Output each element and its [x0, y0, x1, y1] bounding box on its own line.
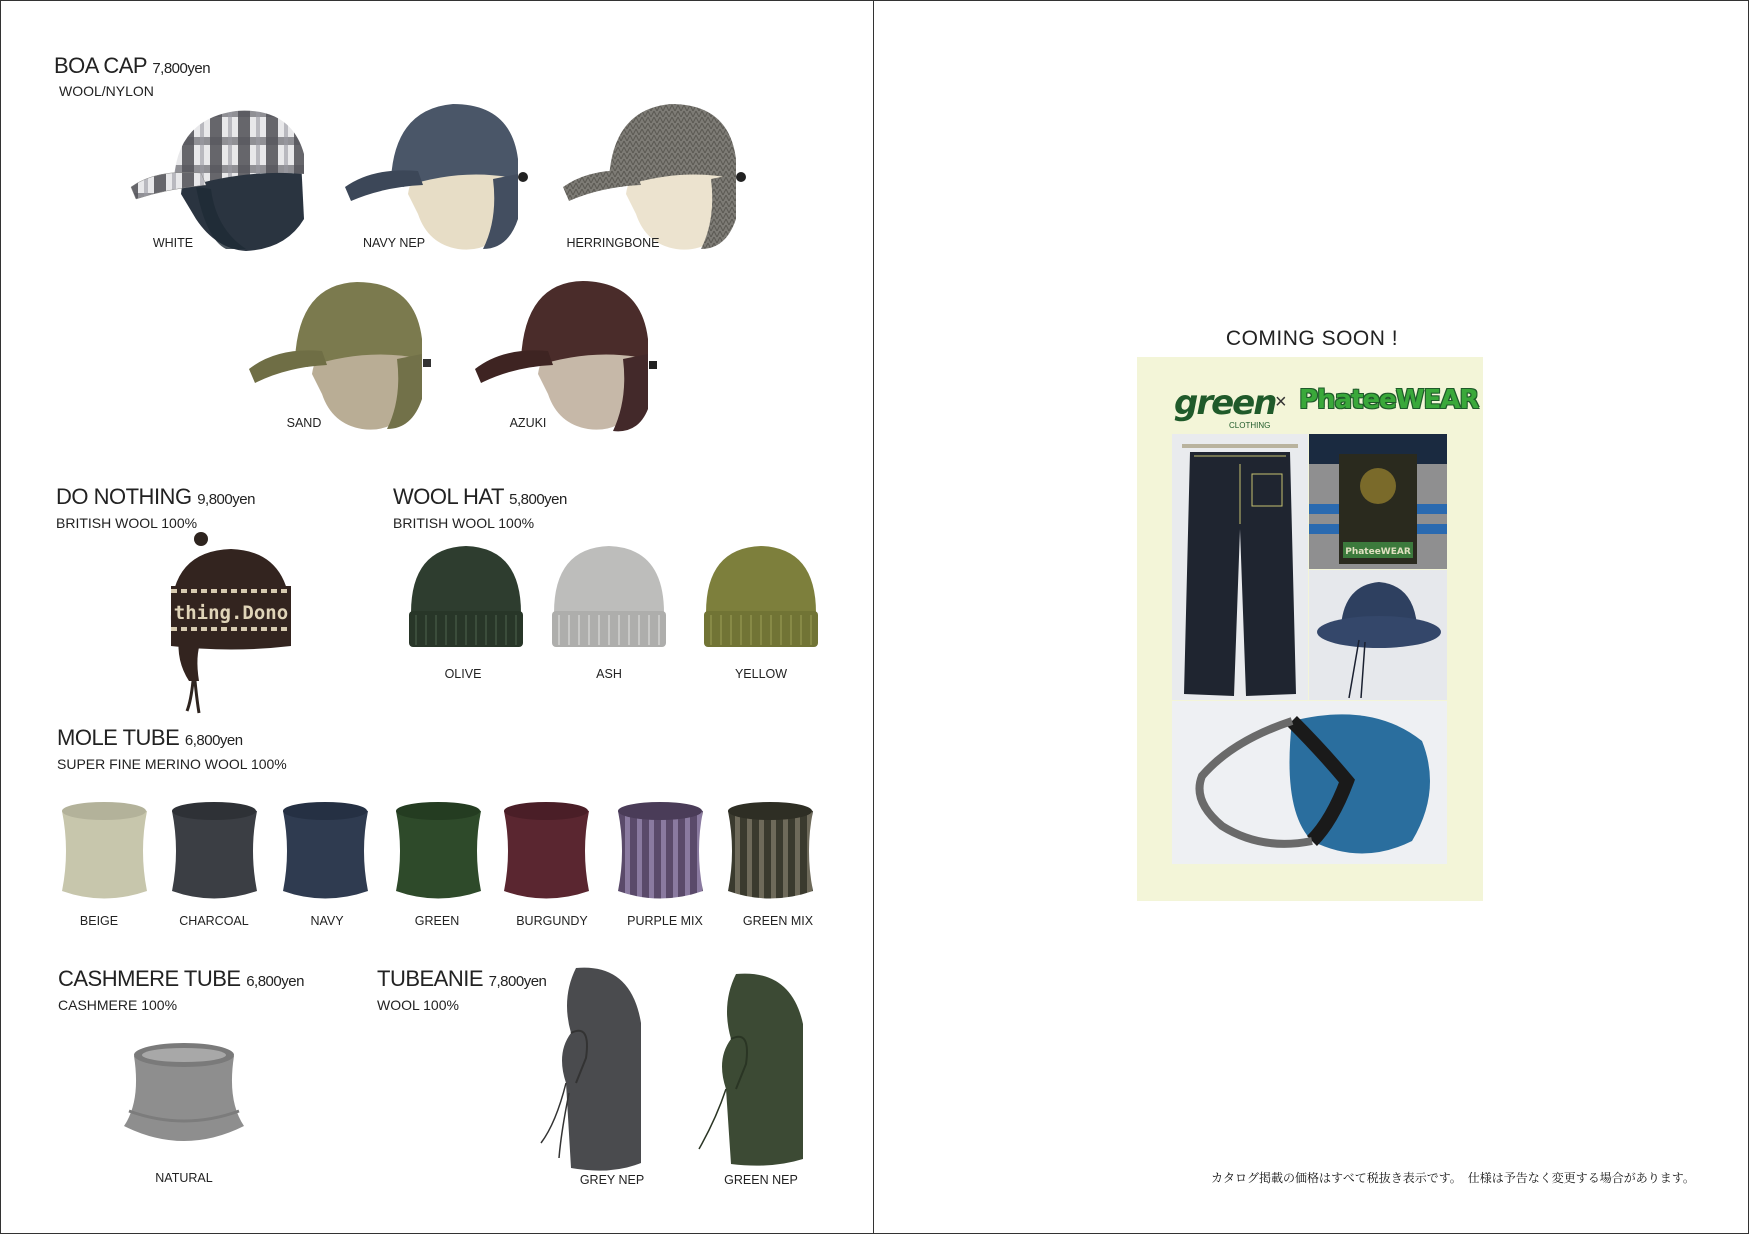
boa-cap-sand-image — [247, 279, 437, 437]
green-clothing-logo — [1174, 383, 1276, 430]
wool-hat-color-label: ASH — [596, 667, 622, 681]
do-nothing-hat-image — [161, 531, 301, 721]
wool-hat-olive-image — [406, 543, 526, 651]
knit-text: thing.Dono — [173, 602, 289, 624]
cashmere-tube-material: CASHMERE 100% — [58, 997, 178, 1013]
tubeanie-name: TUBEANIE — [377, 966, 484, 991]
boa-cap-color-label: WHITE — [152, 236, 194, 250]
tubeanie-color-label: GREEN NEP — [724, 1173, 798, 1187]
mole-tube-charcoal-image — [167, 796, 262, 901]
boa-cap-name: BOA CAP — [54, 53, 147, 78]
collab-label-photo — [1309, 434, 1447, 569]
mole-tube-green-mix-image — [723, 796, 818, 901]
do-nothing-price: 9,800yen — [197, 491, 255, 508]
mole-tube-color-label: BURGUNDY — [516, 914, 588, 928]
label-text: PhateeWEAR — [1345, 547, 1411, 557]
mole-tube-beige-image — [57, 796, 152, 901]
mole-tube-color-label: PURPLE MIX — [627, 914, 703, 928]
collab-x-mark: × — [1275, 391, 1287, 413]
wool-hat-color-label: OLIVE — [444, 667, 482, 681]
boa-cap-color-label: SAND — [286, 416, 322, 430]
green-logo-subtext: CLOTHING — [1229, 421, 1271, 430]
tubeanie-price: 7,800yen — [488, 973, 547, 990]
mole-tube-color-label: CHARCOAL — [179, 914, 249, 928]
coming-soon-heading: COMING SOON ! — [1225, 327, 1399, 350]
boa-cap-heading — [54, 53, 210, 79]
catalog-right-page — [873, 0, 1749, 1234]
wool-hat-material: BRITISH WOOL 100% — [393, 515, 535, 531]
mole-tube-price: 6,800yen — [184, 732, 243, 749]
tubeanie-grey-nep-image — [531, 963, 651, 1183]
wool-hat-price: 5,800yen — [509, 491, 567, 508]
boa-cap-herringbone-image — [561, 99, 751, 257]
boa-cap-color-label: AZUKI — [509, 416, 547, 430]
boa-cap-color-label: NAVY NEP — [362, 236, 426, 250]
boa-cap-navy-nep-image — [343, 99, 533, 257]
collab-jeans-photo — [1172, 434, 1308, 700]
tubeanie-material: WOOL 100% — [377, 997, 459, 1013]
boa-cap-color-label: HERRINGBONE — [566, 236, 660, 250]
tubeanie-heading — [377, 966, 546, 992]
mole-tube-color-label: GREEN — [414, 914, 460, 928]
boa-cap-azuki-image — [473, 279, 663, 437]
wool-hat-heading — [393, 484, 567, 510]
wool-hat-color-label: YELLOW — [734, 667, 788, 681]
boa-cap-price: 7,800yen — [152, 60, 211, 77]
boa-cap-material: WOOL/NYLON — [59, 83, 154, 99]
tubeanie-green-nep-image — [691, 969, 811, 1179]
wool-hat-yellow-image — [701, 543, 821, 651]
mole-tube-heading — [57, 725, 243, 751]
green-logo-text: green — [1174, 383, 1276, 423]
price-disclaimer-note: カタログ掲載の価格はすべて税抜き表示です。 仕様は予告なく変更する場合があります。 — [1211, 1171, 1695, 1185]
mole-tube-burgundy-image — [499, 796, 594, 901]
wool-hat-ash-image — [549, 543, 669, 651]
catalog-left-page — [0, 0, 874, 1234]
cashmere-tube-natural-image — [119, 1031, 249, 1151]
cashmere-tube-heading — [58, 966, 304, 992]
collab-bucket-hat-photo — [1309, 570, 1447, 700]
mole-tube-name: MOLE TUBE — [57, 725, 180, 750]
mole-tube-material: SUPER FINE MERINO WOOL 100% — [57, 756, 287, 772]
collab-promo-panel — [1137, 357, 1483, 901]
mole-tube-color-label: GREEN MIX — [742, 914, 814, 928]
mole-tube-color-label: NAVY — [310, 914, 344, 928]
mole-tube-navy-image — [278, 796, 373, 901]
tubeanie-color-label: GREY NEP — [579, 1173, 645, 1187]
mole-tube-green-image — [391, 796, 486, 901]
cashmere-tube-color-label: NATURAL — [155, 1171, 213, 1185]
do-nothing-name: DO NOTHING — [56, 484, 192, 509]
mole-tube-purple-mix-image — [613, 796, 708, 901]
collab-bag-photo — [1172, 701, 1447, 864]
mole-tube-color-label: BEIGE — [79, 914, 119, 928]
phateewear-logo: PhateeWEAR — [1299, 385, 1479, 415]
do-nothing-material: BRITISH WOOL 100% — [56, 515, 198, 531]
cashmere-tube-price: 6,800yen — [246, 973, 304, 990]
cashmere-tube-name: CASHMERE TUBE — [58, 966, 241, 991]
do-nothing-heading — [56, 484, 255, 510]
boa-cap-white-image — [126, 99, 316, 257]
wool-hat-name: WOOL HAT — [393, 484, 504, 509]
